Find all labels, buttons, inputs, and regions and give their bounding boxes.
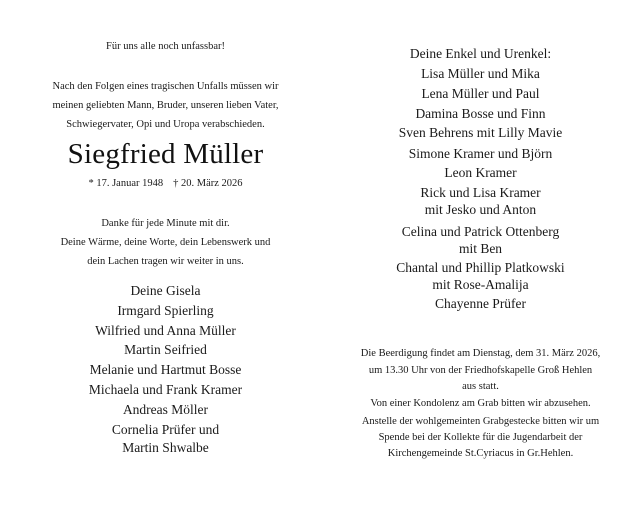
- grandchild-name: Lena Müller und Paul: [421, 86, 540, 101]
- donation-line: Kirchengemeinde St.Cyriacus in Gr.Hehlen.: [387, 448, 574, 459]
- mourner-name: Melanie und Hartmut Bosse: [89, 362, 242, 377]
- grandchild-name: Sven Behrens mit Lilly Mavie: [398, 125, 563, 140]
- mourner-name: Andreas Möller: [122, 402, 209, 417]
- mourner-name: Wilfried und Anna Müller: [95, 323, 236, 338]
- tribute-line: dein Lachen tragen wir weiter in uns.: [87, 256, 244, 267]
- grandchild-name: Damina Bosse und Finn: [415, 106, 546, 121]
- tribute-line: Danke für jede Minute mit dir.: [101, 218, 230, 229]
- right-page: [315, 0, 630, 506]
- deceased-name: Siegfried Müller: [67, 138, 264, 170]
- intro-line: meinen geliebten Mann, Bruder, unseren lieben Vater,: [52, 100, 279, 111]
- funeral-line: um 13.30 Uhr von der Friedhofskapelle Groß Hehlen: [368, 365, 593, 376]
- grandchild-name: Rick und Lisa Kramer: [420, 185, 541, 200]
- funeral-line: aus statt.: [462, 381, 499, 392]
- mourner-name: Martin Shwalbe: [122, 440, 209, 455]
- grandchild-name: Chayenne Prüfer: [434, 296, 527, 311]
- mourner-name: Michaela und Frank Kramer: [88, 382, 243, 397]
- mourner-name: Deine Gisela: [130, 283, 201, 298]
- intro-line: Schwiegervater, Opi und Uropa verabschieden.: [66, 119, 265, 130]
- grandchild-name: Simone Kramer und Björn: [408, 146, 553, 161]
- mourner-name: Cornelia Prüfer und: [111, 422, 220, 437]
- condolence-note: Von einer Kondolenz am Grab bitten wir abzusehen.: [370, 398, 591, 409]
- life-dates: [8, 178, 323, 189]
- donation-line: Spende bei der Kollekte für die Jugendarbeit der: [378, 432, 583, 443]
- grandchild-name: Chantal und Phillip Platkowski: [396, 260, 565, 275]
- death-date: † 20. März 2026: [173, 178, 243, 189]
- tribute-line: Deine Wärme, deine Worte, dein Lebenswerk und: [60, 237, 271, 248]
- grandchild-name: mit Rose-Amalija: [432, 277, 529, 292]
- grandchild-name: mit Ben: [458, 241, 503, 256]
- mourner-name: Irmgard Spierling: [117, 303, 214, 318]
- grandchild-name: Lisa Müller und Mika: [421, 66, 540, 81]
- grandchild-name: Celina und Patrick Ottenberg: [401, 224, 560, 239]
- grandchild-name: Leon Kramer: [444, 165, 517, 180]
- opening-line: Für uns alle noch unfassbar!: [106, 41, 225, 52]
- donation-line: Anstelle der wohlgemeinten Grabgestecke bitten wir um: [361, 416, 600, 427]
- birth-date: * 17. Januar 1948: [88, 178, 164, 189]
- funeral-line: Die Beerdigung findet am Dienstag, dem 31. März 2026,: [360, 348, 601, 359]
- grandchild-name: mit Jesko und Anton: [424, 202, 537, 217]
- intro-line: Nach den Folgen eines tragischen Unfalls müssen wir: [52, 81, 279, 92]
- grandchildren-heading: Deine Enkel und Urenkel:: [409, 46, 552, 61]
- mourner-name: Martin Seifried: [124, 342, 207, 357]
